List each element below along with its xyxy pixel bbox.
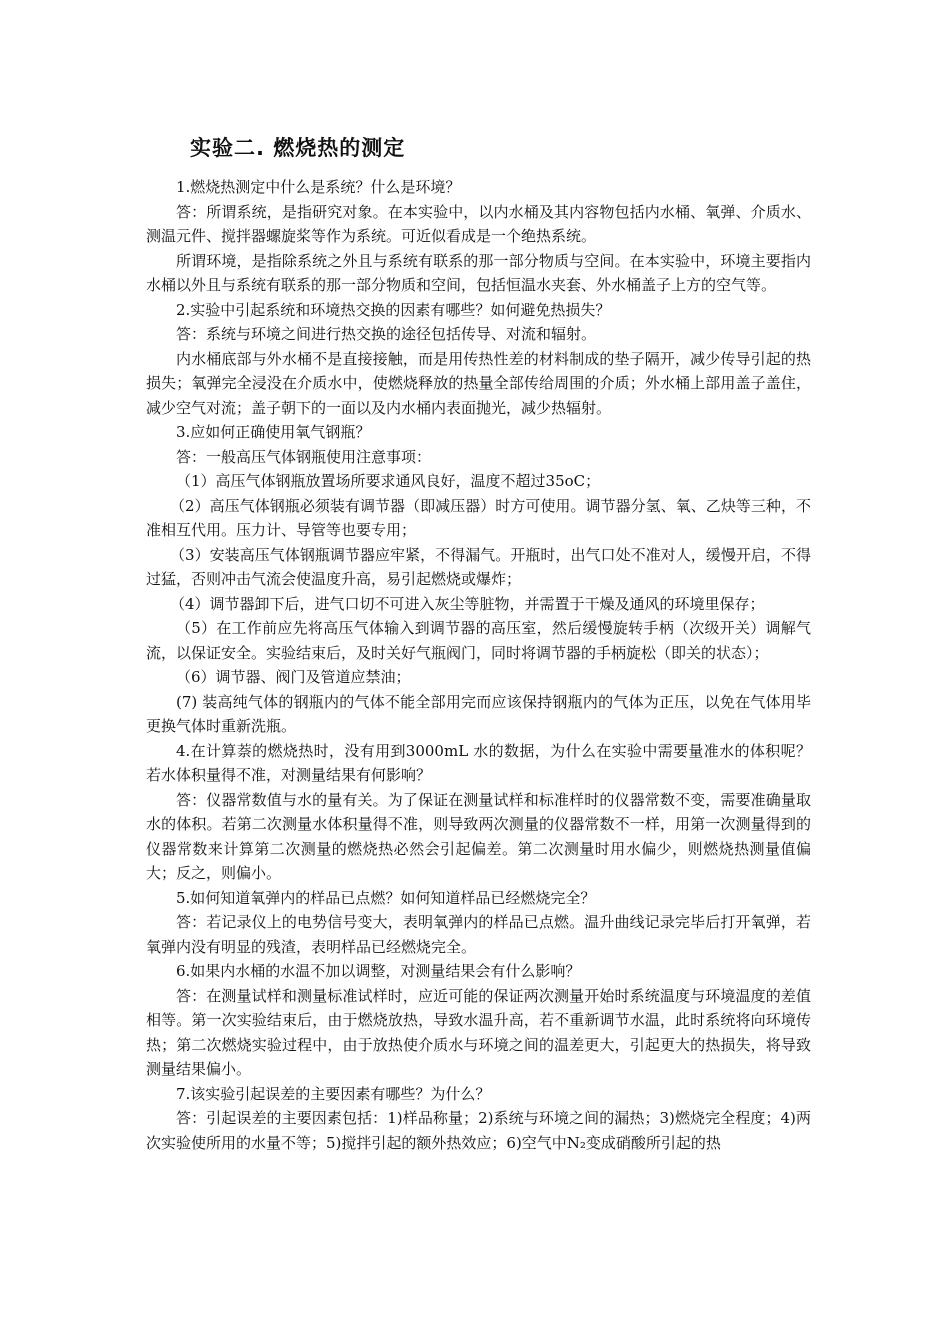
question-2: 2.实验中引起系统和环境热交换的因素有哪些？如何避免热损失？ — [176, 300, 611, 319]
answer-3-item-3: （3）安装高压气体钢瓶调节器应牢紧，不得漏气。开瓶时，出气口处不准对人，缓慢开启，不得过猛，否则冲击气流会使温度升高，易引起燃烧或爆炸； — [146, 545, 811, 588]
answer-3-item-2: （2）高压气体钢瓶必须装有调节器（即减压器）时方可使用。调节器分氢、氧、乙炔等三种，不准相互代用。压力计、导管等也要专用； — [146, 496, 811, 539]
answer-2-intro: 答：系统与环境之间进行热交换的途径包括传导、对流和辐射。 — [176, 325, 597, 343]
question-4: 4.在计算萘的燃烧热时，没有用到3000mL 水的数据，为什么在实验中需要量准水的体积呢？若水体积量得不准，对测量结果有何影响？ — [146, 741, 811, 784]
answer-3-item-6: （6）调节器、阀门及管道应禁油； — [176, 668, 411, 686]
answer-7: 答：引起误差的主要因素包括：1)样品称量；2)系统与环境之间的漏热；3)燃烧完全程度；4)两次实验使所用的水量不等；5)搅拌引起的额外热效应；6)空气中N₂变成硝酸所引起的热 — [146, 1109, 811, 1152]
question-1: 1.燃烧热测定中什么是系统？什么是环境？ — [176, 178, 461, 196]
answer-1-environment: 所谓环境，是指除系统之外且与系统有联系的那一部分物质与空间。在本实验中，环境主要指内水桶以外且与系统有联系的那一部分物质和空间，包括恒温水夹套、外水桶盖子上方的空气等。 — [146, 251, 811, 294]
answer-6: 答：在测量试样和测量标准试样时，应近可能的保证两次测量开始时系统温度与环境温度的差值相等。第一次实验结束后，由于燃烧放热，导致水温升高，若不重新调节水温，此时系统将向环境传热；第二次燃烧实验过程中，由于放热使介质水与环境之间的温差更大，引起更大的热损失，将导致测量结果偏小。 — [146, 986, 811, 1078]
question-7: 7.该实验引起误差的主要因素有哪些？为什么？ — [176, 1084, 491, 1103]
document-title: 实验二. 燃烧热的测定 — [190, 136, 406, 160]
answer-2-detail: 内水桶底部与外水桶不是直接接触，而是用传热性差的材料制成的垫子隔开，减少传导引起的热损失；氧弹完全浸没在介质水中，使燃烧释放的热量全部传给周围的介质；外水桶上部用盖子盖住，减少空气对流；盖子朝下的一面以及内水桶内表面抛光，减少热辐射。 — [146, 349, 811, 417]
answer-3-item-4: （4）调节器卸下后，进气口切不可进入灰尘等脏物，并需置于干燥及通风的环境里保存； — [170, 594, 765, 613]
answer-3-item-1: （1）高压气体钢瓶放置场所要求通风良好，温度不超过35oC； — [176, 472, 601, 490]
answer-3-intro: 答：一般高压气体钢瓶使用注意事项： — [176, 447, 432, 466]
question-5: 5.如何知道氧弹内的样品已点燃？如何知道样品已经燃烧完全？ — [176, 888, 596, 907]
question-6: 6.如果内水桶的水温不加以调整，对测量结果会有什么影响？ — [176, 962, 581, 980]
question-3: 3.应如何正确使用氧气钢瓶？ — [176, 423, 371, 441]
answer-3-item-7: (7) 装高纯气体的钢瓶内的气体不能全部用完而应该保持钢瓶内的气体为正压，以免在气体用毕更换气体时重新洗瓶。 — [146, 692, 811, 735]
answer-3-item-5: （5）在工作前应先将高压气体输入到调节器的高压室，然后缓慢旋转手柄（次级开关）调解气流，以保证安全。实验结束后，及时关好气瓶阀门，同时将调节器的手柄旋松（即关的状态）； — [146, 619, 811, 662]
document-body — [146, 175, 811, 1155]
answer-1-system: 答：所谓系统，是指研究对象。在本实验中，以内水桶及其内容物包括内水桶、氧弹、介质水、测温元件、搅拌器螺旋桨等作为系统。可近似看成是一个绝热系统。 — [146, 202, 811, 245]
answer-4: 答：仪器常数值与水的量有关。为了保证在测量试样和标准样时的仪器常数不变，需要准确量取水的体积。若第二次测量水体积量得不准，则导致两次测量的仪器常数不一样，用第一次测量得到的仪器常数来计算第二次测量的燃烧热必然会引起偏差。第二次测量时用水偏少，则燃烧热测量值偏大；反之，则偏小。 — [146, 790, 811, 882]
answer-5: 答：若记录仪上的电势信号变大，表明氧弹内的样品已点燃。温升曲线记录完毕后打开氧弹，若氧弹内没有明显的残渣，表明样品已经燃烧完全。 — [146, 913, 811, 956]
